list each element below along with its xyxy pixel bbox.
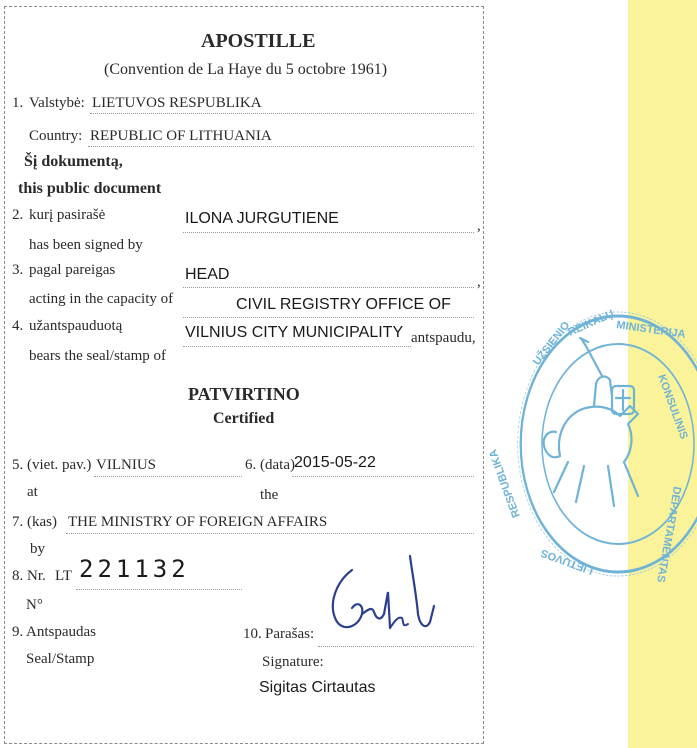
item5-label-en: at — [27, 484, 38, 500]
item6-value: 2015-05-22 — [294, 454, 376, 471]
item9-number: 9. — [12, 624, 24, 640]
item3-label-lt: pagal pareigas — [29, 262, 116, 278]
certified-title-lt: PATVIRTINO — [188, 384, 300, 404]
item7-line — [66, 533, 474, 534]
item1-value-lt: LIETUVOS RESPUBLIKA — [92, 95, 262, 111]
item3-comma: , — [477, 274, 481, 290]
item7-label-lt: (kas) — [27, 514, 57, 530]
item2-label-lt: kurį pasirašė — [29, 207, 106, 223]
item3-line — [183, 287, 474, 288]
item4-line2 — [183, 346, 411, 347]
item8-value: 221132 — [79, 555, 190, 583]
official-seal-stamp — [487, 306, 690, 584]
item10-number: 10. — [243, 626, 262, 642]
item1-line-lt — [90, 113, 474, 114]
item4-label-lt: užantspauduotą — [29, 318, 123, 334]
item5-label-lt: (viet. pav.) — [27, 457, 92, 473]
item2-label-en: has been signed by — [29, 237, 143, 253]
document-title: APOSTILLE — [201, 30, 316, 52]
item6-number: 6. — [245, 457, 257, 473]
item2-comma: , — [477, 218, 481, 234]
item5-number: 5. — [12, 457, 24, 473]
item4-value-line2: VILNIUS CITY MUNICIPALITY — [185, 324, 404, 341]
item6-label-lt: (data) — [260, 457, 295, 473]
item6-label-en: the — [260, 487, 279, 503]
item4-suffix: antspaudu, — [411, 330, 476, 346]
svg-text:KONSULINIS: KONSULINIS — [655, 372, 690, 441]
svg-text:DEPARTAMENTAS: DEPARTAMENTAS — [654, 485, 683, 584]
item2-value: ILONA JURGUTIENE — [185, 210, 339, 227]
item5-value: VILNIUS — [96, 457, 156, 473]
item6-line — [292, 476, 474, 477]
item8-number: 8. — [12, 568, 24, 584]
item3-number: 3. — [12, 262, 24, 278]
item8-label-lt: Nr. — [27, 568, 46, 584]
item10-label-lt: Parašas: — [265, 626, 315, 642]
item10-label-en: Signature: — [262, 654, 324, 670]
item8-line — [76, 589, 242, 590]
item4-line1 — [183, 317, 474, 318]
item7-number: 7. — [12, 514, 24, 530]
signer-name: Sigitas Cirtautas — [259, 679, 376, 696]
item1-value-en: REPUBLIC OF LITHUANIA — [90, 128, 272, 144]
item1-label-lt: Valstybė: — [29, 95, 85, 111]
svg-text:MINISTERIJA: MINISTERIJA — [615, 319, 687, 341]
item2-number: 2. — [12, 207, 24, 223]
item5-line — [94, 476, 242, 477]
item4-label-en: bears the seal/stamp of — [29, 348, 167, 364]
document-subtitle: (Convention de La Haye du 5 octobre 1961) — [104, 61, 388, 78]
item8-label-en: N° — [26, 597, 43, 613]
svg-text:UŽSIENIO: UŽSIENIO — [530, 319, 573, 368]
item4-value-line1: CIVIL REGISTRY OFFICE OF — [236, 296, 451, 313]
item2-line — [183, 232, 474, 233]
item3-value: HEAD — [185, 266, 230, 283]
item1-label-en: Country: — [29, 128, 83, 144]
svg-text:LIETUVOS: LIETUVOS — [539, 546, 596, 577]
certified-title-en: Certified — [213, 410, 275, 427]
document-label-lt: Šį dokumentą, — [24, 153, 123, 170]
item4-number: 4. — [12, 318, 24, 334]
handwritten-signature — [318, 552, 448, 642]
item9-label-lt: Antspaudas — [26, 624, 96, 640]
svg-text:REIKALŲ: REIKALŲ — [566, 307, 616, 339]
item9-label-en: Seal/Stamp — [26, 651, 95, 667]
document-label-en: this public document — [18, 180, 162, 197]
item7-value: THE MINISTRY OF FOREIGN AFFAIRS — [68, 514, 328, 530]
item10-line — [318, 646, 474, 647]
item8-prefix: LT — [55, 568, 72, 584]
item1-line-en — [88, 146, 474, 147]
item3-label-en: acting in the capacity of — [29, 291, 174, 307]
item7-label-en: by — [30, 541, 45, 557]
item1-number: 1. — [12, 95, 24, 111]
svg-text:RESPUBLIKA: RESPUBLIKA — [487, 447, 523, 520]
